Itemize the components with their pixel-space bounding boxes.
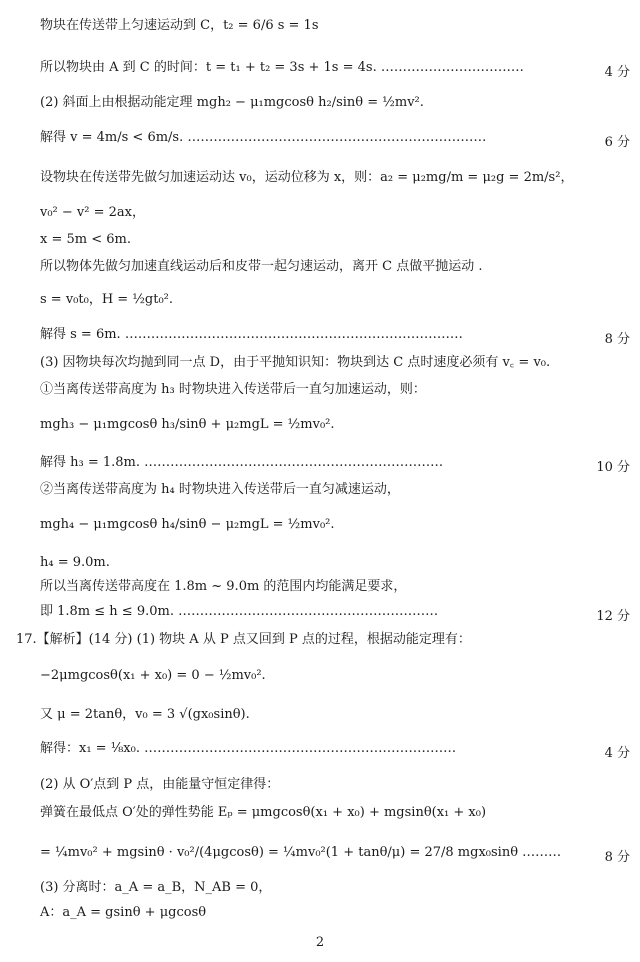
line-4-score: 6 分 (604, 135, 630, 150)
line-9-text: s = v₀t₀，H = ½gt₀². (40, 292, 174, 307)
line-15-text: ②当离传送带高度为 h₄ 时物块进入传送带后一直匀减速运动， (40, 482, 400, 497)
line-6-text: v₀² − v² = 2ax， (40, 205, 145, 220)
line-16-text: mgh₄ − μ₁mgcosθ h₄/sinθ − μ₂mgL = ½mv₀². (40, 517, 335, 532)
line-23-score: 4 分 (604, 746, 630, 761)
line-14-score: 10 分 (596, 460, 630, 475)
line-24-text: (2) 从 O′点到 P 点，由能量守恒定律得： (40, 777, 280, 792)
page-number: 2 (315, 935, 325, 950)
line-18-text: 所以当离传送带高度在 1.8m ~ 9.0m 的范围内均能满足要求， (40, 579, 407, 594)
line-10-score: 8 分 (604, 332, 630, 347)
line-8-text: 所以物体先做匀加速直线运动后和皮带一起匀速运动，离开 C 点做平抛运动 . (40, 259, 483, 274)
line-1-text: 物块在传送带上匀速运动到 C，t₂ = 6/6 s = 1s (40, 18, 319, 33)
line-22-text: 又 μ = 2tanθ，v₀ = 3 √(gx₀sinθ). (40, 707, 250, 722)
line-20-text: 17.【解析】(14 分) (1) 物块 A 从 P 点又回到 P 点的过程，根据动能定理有： (16, 632, 471, 647)
line-11-text: (3) 因物块每次均抛到同一点 D，由于平抛知识知：物块到达 C 点时速度必须有 v꜀ = v₀. (40, 355, 551, 370)
line-25-text: 弹簧在最低点 O′处的弹性势能 Eₚ = μmgcosθ(x₁ + x₀) + mgsinθ(x₁ + x₀) (40, 805, 487, 820)
line-26-text: = ¼mv₀² + mgsinθ · v₀²/(4μgcosθ) = ¼mv₀²(1 + tanθ/μ) = 27/8 mgx₀sinθ ……… (40, 845, 562, 860)
line-2-text: 所以物块由 A 到 C 的时间：t = t₁ + t₂ = 3s + 1s = 4s. …………………………… (40, 60, 524, 75)
line-12-text: ①当离传送带高度为 h₃ 时物块进入传送带后一直匀加速运动，则： (40, 382, 426, 397)
line-2-score: 4 分 (604, 65, 630, 80)
line-23-text: 解得：x₁ = ⅛x₀. ……………………………………………………………… (40, 741, 457, 756)
line-19-text: 即 1.8m ≤ h ≤ 9.0m. …………………………………………………… (40, 604, 439, 619)
line-19-score: 12 分 (596, 609, 630, 624)
line-5-text: 设物块在传送带先做匀加速运动达 v₀，运动位移为 x，则：a₂ = μ₂mg/m = μ₂g = 2m/s²， (40, 170, 574, 185)
line-10-text: 解得 s = 6m. …………………………………………………………………… (40, 327, 463, 342)
line-13-text: mgh₃ − μ₁mgcosθ h₃/sinθ + μ₂mgL = ½mv₀². (40, 417, 335, 432)
line-14-text: 解得 h₃ = 1.8m. …………………………………………………………… (40, 455, 444, 470)
line-17-text: h₄ = 9.0m. (40, 555, 110, 570)
line-3-text: (2) 斜面上由根据动能定理 mgh₂ − μ₁mgcosθ h₂/sinθ = ½mv². (40, 95, 424, 110)
line-4-text: 解得 v = 4m/s < 6m/s. …………………………………………………………… (40, 130, 487, 145)
line-21-text: −2μmgcosθ(x₁ + x₀) = 0 − ½mv₀². (40, 668, 266, 683)
line-28-text: A：a_A = gsinθ + μgcosθ (40, 905, 207, 920)
line-7-text: x = 5m < 6m. (40, 232, 131, 247)
line-26-score: 8 分 (604, 850, 630, 865)
line-27-text: (3) 分离时：a_A = a_B，N_AB = 0， (40, 880, 272, 895)
